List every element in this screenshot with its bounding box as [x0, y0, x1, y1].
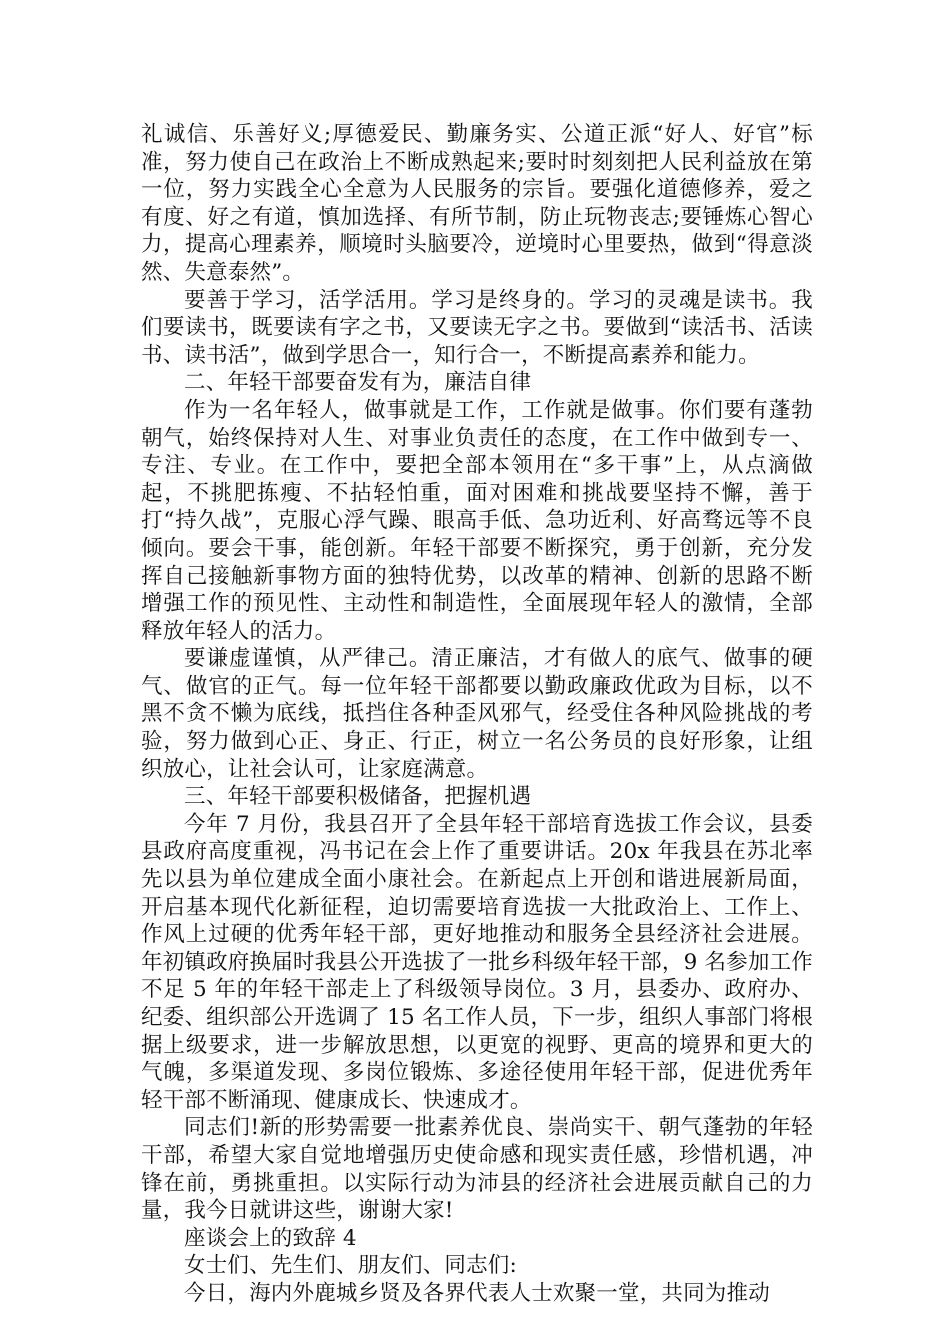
paragraph-youth-work: 作为一名年轻人，做事就是工作，工作就是做事。你们要有蓬勃朝气，始终保持对人生、对事业负责任的态度，在工作中做到专一、专注、专业。在工作中，要把全部本领用在“多干事”上，从点滴做起，不挑肥拣瘦、不拈轻怕重，面对困难和挑战要坚持不懈，善于打“持久战”，克服心浮气躁、眼高手低、急功近利、好高骛远等不良倾向。要会干事，能创新。年轻干部要不断探究，勇于创新，充分发挥自己接触新事物方面的独特优势，以改革的精神、创新的思路不断增强工作的预见性、主动性和制造性，全面展现年轻人的激情，全部释放年轻人的活力。	[141, 397, 813, 644]
paragraph-self-discipline: 要谦虚谨慎，从严律己。清正廉洁，才有做人的底气、做事的硬气、做官的正气。每一位年轻干部都要以勤政廉政优政为目标，以不黑不贪不懒为底线，抵挡住各种歪风邪气，经受住各种风险挑战的考验，努力做到心正、身正、行正，树立一名公务员的良好形象，让组织放心，让社会认可，让家庭满意。	[141, 646, 813, 782]
paragraph-integrity-standards: 礼诚信、乐善好义;厚德爱民、勤廉务实、公道正派“好人、好官”标准，努力使自己在政治上不断成熟起来;要时时刻刻把人民利益放在第一位，努力实践全心全意为人民服务的宗旨。要强化道德修养，爱之有度、好之有道，慎加选择、有所节制，防止玩物丧志;要锤炼心智心力，提高心理素养，顺境时头脑要冷，逆境时心里要热，做到“得意淡然、失意泰然”。	[141, 122, 813, 285]
section-heading-2: 二、年轻干部要奋发有为，廉洁自律	[184, 370, 532, 396]
paragraph-cadre-selection: 今年 7 月份，我县召开了全县年轻干部培育选拔工作会议，县委县政府高度重视，冯书记在会上作了重要讲话。20x 年我县在苏北率先以县为单位建成全面小康社会。在新起点上开创和谐进展新局面，开启基本现代化新征程，迫切需要培育选拔一大批政治上、工作上、作风上过硬的优秀年轻干部，更好地推动和服务全县经济社会进展。年初镇政府换届时我县公开选拔了一批乡科级年轻干部，9 名参加工作不足 5 年的年轻干部走上了科级领导岗位。3 月，县委办、政府办、纪委、组织部公开选调了 15 名工作人员，下一步，组织人事部门将根据上级要求，进一步解放思想，以更宽的视野、更高的境界和更大的气魄，多渠道发现、多岗位锻炼、多途径使用年轻干部，促进优秀年轻干部不断涌现、健康成长、快速成才。	[141, 811, 813, 1113]
paragraph-learning: 要善于学习，活学活用。学习是终身的。学习的灵魂是读书。我们要读书，既要读有字之书，又要读无字之书。要做到“读活书、活读书、读书活”，做到学思合一，知行合一，不断提高素养和能力。	[141, 287, 813, 368]
speech-title: 座谈会上的致辞 4	[184, 1225, 357, 1251]
section-heading-3: 三、年轻干部要积极储备，把握机遇	[184, 784, 532, 810]
document-body	[141, 121, 813, 1308]
salutation: 女士们、先生们、朋友们、同志们:	[184, 1253, 517, 1279]
paragraph-closing-remarks: 同志们!新的形势需要一批素养优良、崇尚实干、朝气蓬勃的年轻干部，希望大家自觉地增强历史使命感和现实责任感，珍惜机遇，冲锋在前，勇挑重担。以实际行动为沛县的经济社会进展贡献自己的力量，我今日就讲这些，谢谢大家!	[141, 1115, 813, 1224]
paragraph-opening: 今日，海内外鹿城乡贤及各界代表人士欢聚一堂，共同为推动	[184, 1280, 770, 1306]
